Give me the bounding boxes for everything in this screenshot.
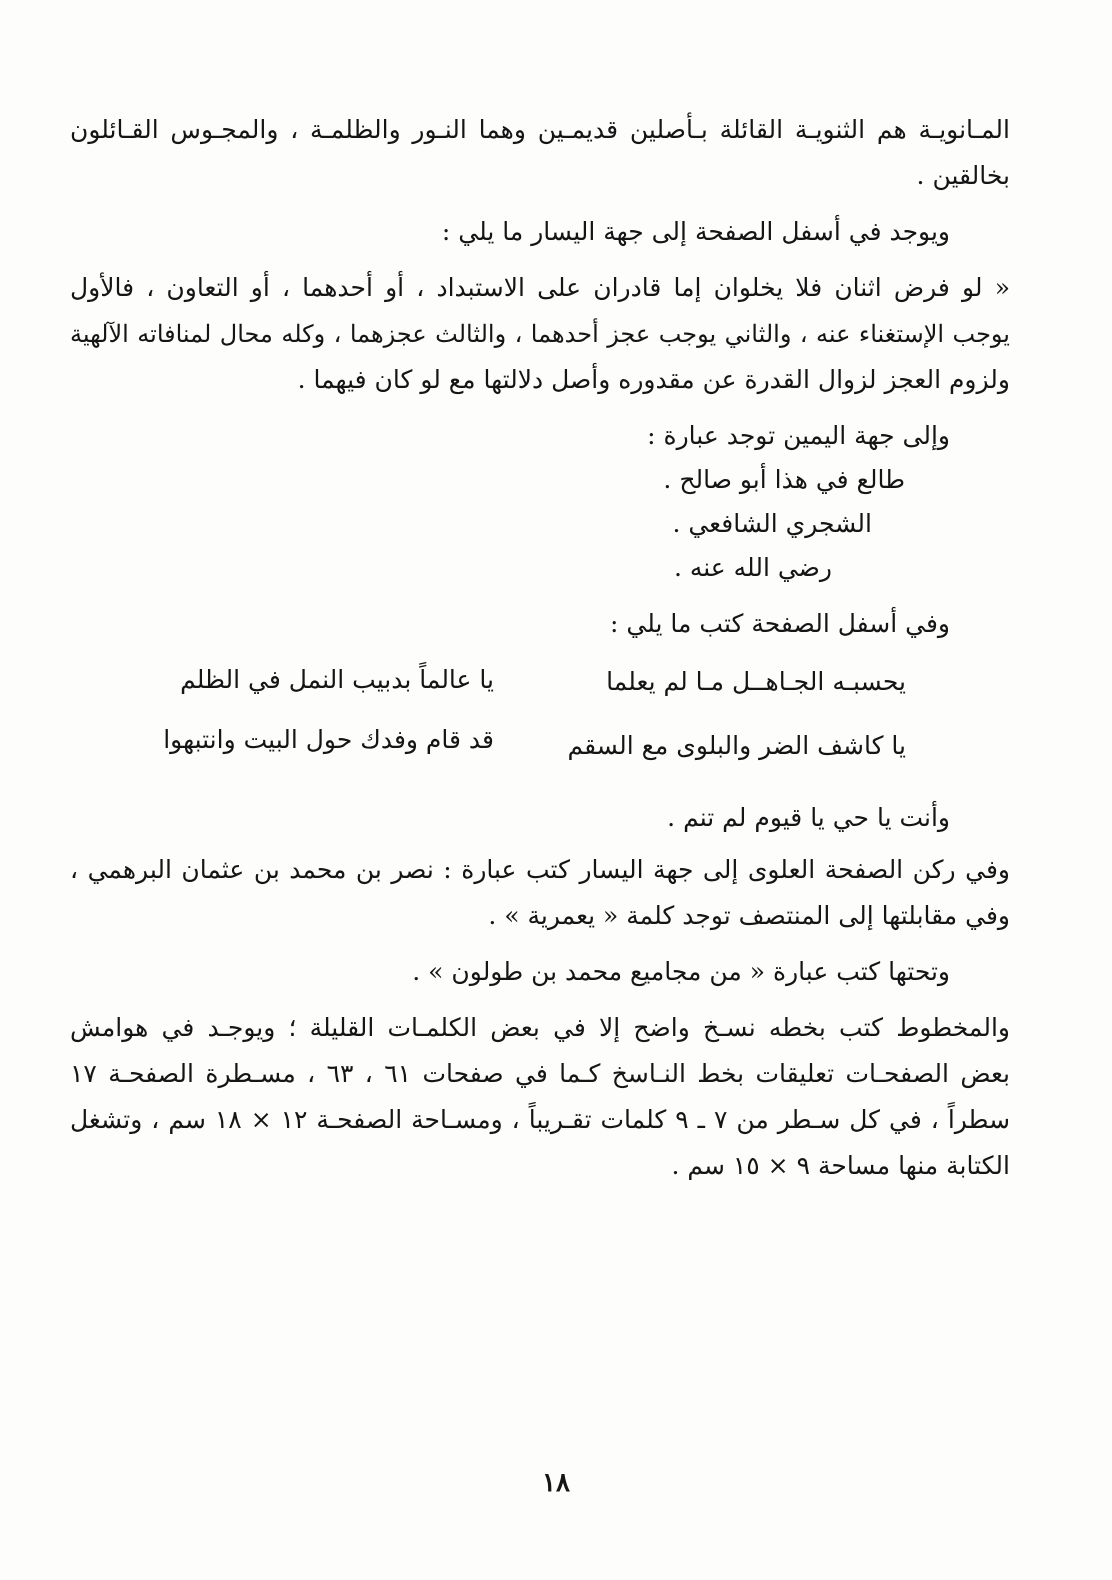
paragraph3-line3: ولزوم العجز لزوال القدرة عن مقدوره وأصل دلالتها مع لو كان فيهما . xyxy=(297,365,1010,394)
paragraph2: ويوجد في أسفل الصفحة إلى جهة اليسار ما يلي : xyxy=(441,217,950,246)
corner-line1: وفي ركن الصفحة العلوى إلى جهة اليسار كتب عبارة : نصر بن محمد بن عثمان البرهمي ، xyxy=(70,855,1010,884)
paragraph3-line1: « لو فرض اثنان فلا يخلوان إما قادران على الاستبداد ، أو أحدهما ، أو التعاون ، فالأول xyxy=(70,273,1010,302)
right-side-line3: رضي الله عنه . xyxy=(673,553,832,582)
verse2-first-hemistich: يا كاشف الضر والبلوى مع السقم xyxy=(567,731,906,760)
paragraph1-line2: بخالقين . xyxy=(916,161,1010,190)
manuscript-line1: والمخطوط كتب بخطه نسـخ واضح إلا في بعض الكلمـات القليلة ؛ ويوجـد في هوامش xyxy=(70,1013,1010,1042)
verse1-second-hemistich: يا عالماً بدبيب النمل في الظلم xyxy=(180,665,494,694)
beneath-line: وتحتها كتب عبارة « من مجاميع محمد بن طولون » . xyxy=(412,957,950,986)
right-side-line2: الشجري الشافعي . xyxy=(672,509,872,538)
verse2-second-hemistich: قد قام وفدك حول البيت وانتبهوا xyxy=(163,725,494,754)
page-number: ١٨ xyxy=(542,1468,570,1498)
verse1-first-hemistich: يحسبـه الجـاهــل مـا لم يعلما xyxy=(606,667,906,696)
manuscript-line2: بعض الصفحـات تعليقات بخط النـاسخ كـما في صفحات ٦١ ، ٦٣ ، مسـطرة الصفحـة ١٧ xyxy=(70,1059,1011,1088)
paragraph3-line2: يوجب الإستغناء عنه ، والثاني يوجب عجز أحدهما ، والثالث عجزهما ، وكله محال لمنافاته الآلهية xyxy=(70,320,1010,348)
right-side-intro: وإلى جهة اليمين توجد عبارة : xyxy=(647,421,950,450)
manuscript-line3: سطراً ، في كل سـطر من ٧ ـ ٩ كلمات تقـريباً ، ومسـاحة الصفحـة ١٢ × ١٨ سم ، وتشغل xyxy=(70,1105,1011,1134)
closing-line: وأنت يا حي يا قيوم لم تنم . xyxy=(667,803,950,832)
bottom-intro: وفي أسفل الصفحة كتب ما يلي : xyxy=(610,609,950,638)
right-side-line1: طالع في هذا أبو صالح . xyxy=(663,465,905,494)
paragraph1-line1: المـانويـة هم الثنويـة القائلة بـأصلين قديمـين وهما النـور والظلمـة ، والمجـوس القـائلون xyxy=(70,115,1010,144)
manuscript-line4: الكتابة منها مساحة ٩ × ١٥ سم . xyxy=(671,1151,1010,1180)
corner-line2: وفي مقابلتها إلى المنتصف توجد كلمة « يعمرية » . xyxy=(488,901,1010,930)
